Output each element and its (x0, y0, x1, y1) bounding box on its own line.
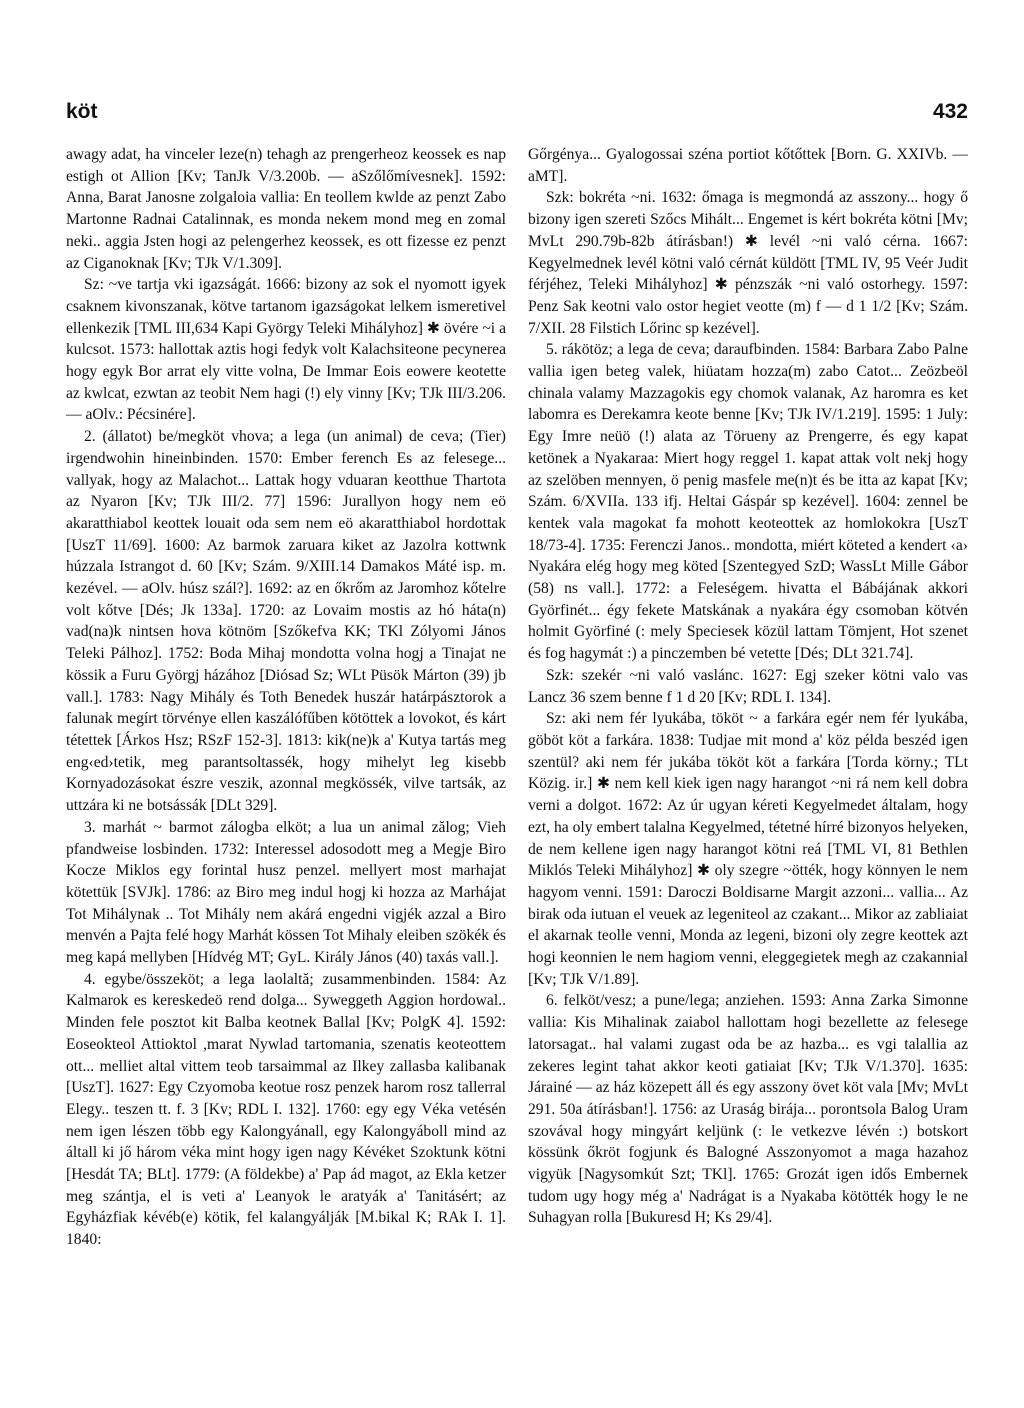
entry-paragraph: Szk: bokréta ~ni. 1632: őmaga is megmondá az asszony... hogy ő bizony igen szereti Szőcs Mihált... Engemet is kért bokréta kötni [Mv; MvLt 290.79b-82b átírásban!) ✱ levél ~ni való cérna. 1667: Kegyelmednek levél kötni való cérnát küldött [TML IV, 95 Veér Judit férjéhez, Teleki Mihályhoz] ✱ pénzszák ~ni való ostorhegy. 1597: Penz Sak keotni valo ostor hegiet veotte (m) f — d 1 1/2 [Kv; Szám. 7/XII. 28 Filstich Lőrinc sp kezével]. (528, 189, 968, 337)
entry-paragraph: 4. egybe/összeköt; a lega laolaltă; zusammenbinden. 1584: Az Kalmarok es kereskedeö rend dolga... Syweggeth Aggion hordowal.. Minden fele posztot kit Balba keotnek Ballal [Kv; PolgK 4]. 1592: Eoseokteol Attioktol ,marat Nywlad tartomania, szenatis keoteottem ott... melliet altal vittem teob tarsaimmal az Ilkey zallasba kalibanak [UszT]. 1627: Egy Czyomoba keotue rosz penzek harom rosz tallerral Elegy.. teszen tt. f. 3 [Kv; RDL I. 132]. 1760: egy egy Véka vetésén nem igen lészen több egy Kalongyánall, egy Kalongyáboll mind az általl ki jő három véka mint hogy igen nagy Kévéket Szoktunk kötni [Hesdát TA; BLt]. 1779: (A földekbe) a' Pap ád magot, az Ekla ketzer meg szántja, el is veti a' Leanyok le aratyák a' Tanitásért; az Egyházfiak kévéb(e) kötik, fel kalangyálják [M.bikal K; RAk I. 1]. 1840: (66, 970, 506, 1249)
page-number: 432 (932, 100, 968, 123)
entry-paragraph: 3. marhát ~ barmot zálogba elköt; a lua un animal zălog; Vieh pfandweise losbinden. 1732: Interessel adosodott meg a Megje Biro Kocze Miklos egy forintal husz penzel. mellyert most marhajat kötettük [SVJk]. 1786: az Biro meg indul hogj ki hozza az Marhájat Tot Mihálynak .. Tot Mihály nem akárá engedni vigjék azzal a Biro menvén a Pajta felé hogy Marhát kössen Tot Mihaly eleiben szökék és meg kapá mellyben [Hídvég MT; GyL. Király János (40) taxás vall.]. (66, 818, 506, 967)
entry-paragraph: Szk: szekér ~ni való vaslánc. 1627: Egj szeker kötni valo vas Lancz 36 szem benne f 1 d 20 [Kv; RDL I. 134]. (528, 666, 968, 706)
running-headword: köt (66, 100, 98, 123)
entry-paragraph: 5. rákötöz; a lega de ceva; daraufbinden. 1584: Barbara Zabo Palne vallia igen beteg valek, hiüatam hozza(m) zabo Catot... Zeözbeöl chinala valamy Mazzagokis egy chomok valanak, Az haromra es ket labomra es Derekamra keote benne [Kv; TJk IV/1.219]. 1595: 1 July: Egy Imre neüö (!) alata az Törueny az Prengerre, és egy kapat ketönek a Nyakaraa: Miert hogy reggel 1. kapat attak volt nekj hogy az szelöben mennyen, ö penig masfele me(n)t és be itta az kapat [Kv; Szám. 6/XVIIa. 133 ifj. Heltai Gáspár sp kezével]. 1604: zennel be kentek vala magokat fa mohott keoteottek az homlokokra [UszT 18/73-4]. 1735: Ferenczi Janos.. mondotta, miért köteted a kendert ‹a› Nyakára elég hogy meg köted [Szentegyed SzD; WassLt Mille Gábor (58) ns vall.]. 1772: a Feleségem. hivatta el Bábájának akkori Györfinét... égy fekete Matskának a nyakára égy csomoban kötvén holmit Györfiné (: mely Speciesek közül lattam Tömjent, Hot szenet és fog hagymát :) a pinczemben bé vetette [Dés; DLt 321.74]. (528, 341, 968, 663)
page-header (66, 100, 968, 130)
entry-paragraph: Gőrgénya... Gyalogossai széna portiot kőtőttek [Born. G. XXIVb. — aMT]. (528, 146, 968, 185)
entry-paragraph: Sz: ~ve tartja vki igazságát. 1666: bizony az sok el nyomott igyek csaknem kivonszanak, kötve tartanom igazságokat lelkem ismeretivel ellenkezik [TML III,634 Kapi György Teleki Mihályhoz] ✱ övére ~i a kulcsot. 1573: hallottak aztis hogi fedyk volt Kalachsiteone pecynerea hogy egyk Bor arrat ely vitte volna, De Immar Eois eowere keotette az kwlcat, ezwtan az teobit Nem hagi (!) ely vinny [Kv; TJk III/3.206. — aOlv.: Pécsinére]. (66, 276, 506, 424)
entry-paragraph: Sz: aki nem fér lyukába, tököt ~ a farkára egér nem fér lyukába, göböt köt a farkára. 1838: Tudjae mit mond a' köz példa beszéd igen szentül? aki nem fér jukába tököt köt a farkára [Torda körny.; TLt Közig. ir.] ✱ nem kell kiek igen nagy harangot ~ni rá nem kell dobra verni a dolgot. 1672: Az úr ugyan kéreti Kegyelmedet általam, hogy ezt, ha oly embert talalna Kegyelmed, tétetné hírré bizonyos helyeken, de nem kellene igen nagy harangot kötni reá [TML VI, 81 Bethlen Miklós Teleki Mihályhoz] ✱ oly szegre ~ötték, hogy könnyen le nem hagyom venni. 1591: Daroczi Boldisarne Margit azzoni... vallia... Az birak oda iutuan el veuek az legeniteol az czakant... Mikor az zabliaiat el akarnak teolle venni, Monda az legeni, bizoni oly zegre keottek azt hogi keonnien le nem hagiom venni, eleggegietek megh az czakannial [Kv; TJk V/1.89]. (528, 710, 968, 988)
left-column (66, 144, 506, 1251)
entry-paragraph: 2. (állatot) be/megköt vhova; a lega (un animal) de ceva; (Tier) irgendwohin hineinbinden. 1570: Ember ferench Es az felesege... vallyak, hogy az Malachot... Lattak hogy vduaran keotthue Thartota az Nyaron [Kv; TJk III/2. 77] 1596: Jurallyon hogy nem eö akaratthiabol keottek louait oda sem nem eö akaratthiabol hordottak [UszT 11/69]. 1600: Az barmok zaruara kiket az Jazolra kottwnk húzzala Istrangot d. 60 [Kv; Szám. 9/XIII.14 Damakos Máté isp. m. kezével. — aOlv. húsz szál?]. 1692: az en őkrőm az Jaromhoz kőtelre volt kőtve [Dés; Jk 133a]. 1720: az Lovaim mostis az hó háta(n) vad(na)k nintsen hova kötnöm [Szőkefva KK; TKl Zólyomi János Teleki Pálhoz]. 1752: Boda Mihaj mondotta volna hogj a Tinajat ne kössik a Furu Györgj házához [Diósad Sz; WLt Püsök Márton (39) jb vall.]. 1783: Nagy Mihály és Toth Benedek huszár határpásztorok a falunak megírt törvénye ellen kaszálófűben kötöttek a lovokot, és kárt tétettek [Árkos Hsz; RSzF 152-3]. 1813: kik(ne)k a' Kutya tartás meg eng‹ed›tetik, meg parantsoltassék, hogy mihelyt leg kisebb Kornyadozásokat észre veszik, azonnal megkössék, vilve tartsák, az uttzára ki ne botsássák [DLt 329]. (66, 428, 506, 815)
right-column (528, 144, 968, 1229)
entry-paragraph: 6. felköt/vesz; a pune/lega; anziehen. 1593: Anna Zarka Simonne vallia: Kis Mihalinak zaiabol hallottam hogi bezellette az felesege latorsagat.. hal valami zugast oda be az hazba... es vgi talallia az zekeres legint tahat akkor keoti gatiaiat [Kv; TJk V/1.370]. 1635: Járainé — az ház közepett áll és egy asszony övet köt vala [Mv; MvLt 291. 50a átírásban!]. 1756: az Uraság birája... porontsola Balog Uram szovával hogy mingyárt keljünk (: le vetkezve lévén :) botskort kössünk őkröt fogjunk és Balogné Asszonyomot a maga hazahoz vigyük [Nagysomkút Szt; TKl]. 1765: Grozát igen idős Embernek tudom ugy hogy még a' Nadrágat is a Nyakaba kötötték hogy le ne Suhagyan rolla [Bukuresd H; Ks 29/4]. (528, 992, 968, 1227)
entry-paragraph: awagy adat, ha vinceler leze(n) tehagh az prengerheoz keossek es nap estigh ot Allion [Kv; TanJk V/3.200b. — aSzőlőmívesnek]. 1592: Anna, Barat Janosne zolgaloia vallia: En teollem kwlde az penzt Zabo Martonne Radnai Catalinnak, es monda nekem mond meg en zomal neki.. aggia Jsten hogi az pelengerhez keossek, es ott fizesse ez penzt az Ciganoknak [Kv; TJk V/1.309]. (66, 146, 506, 272)
